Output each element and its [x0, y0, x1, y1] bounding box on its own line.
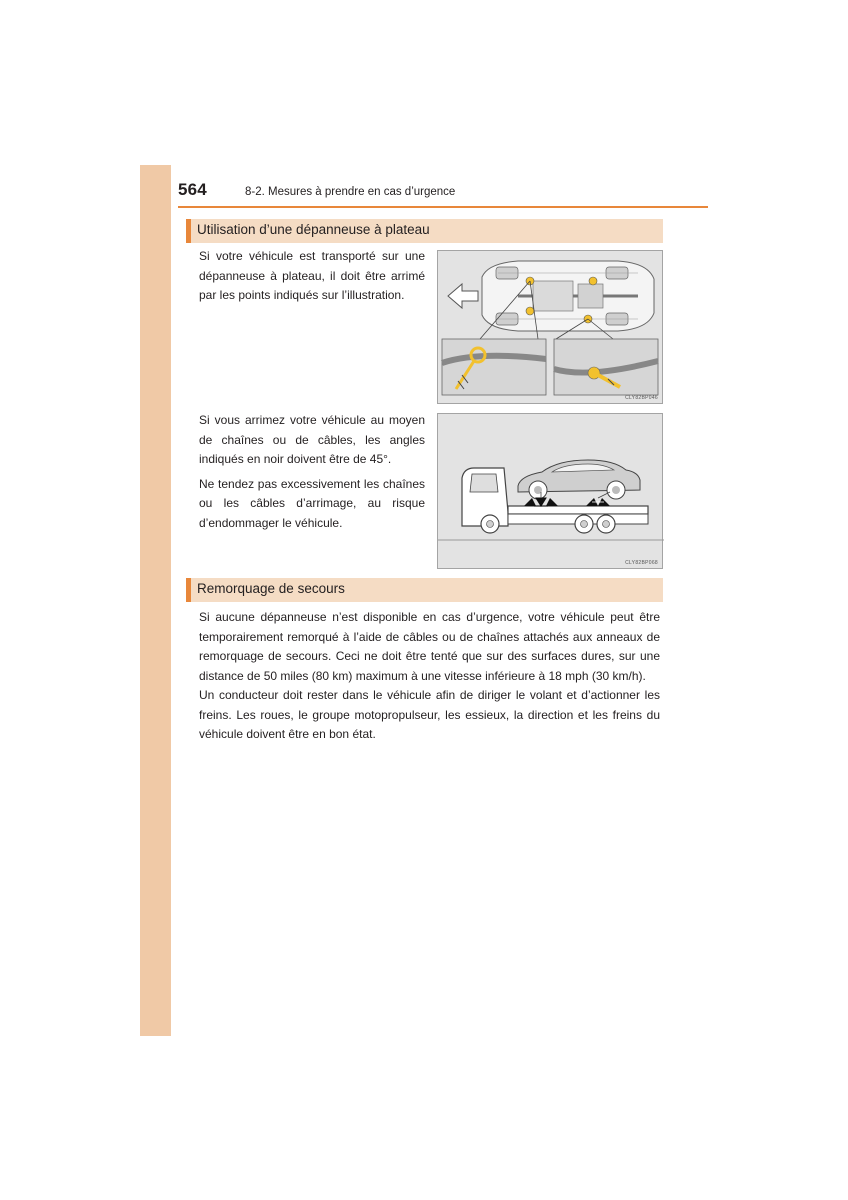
section-accent: [186, 219, 191, 243]
flatbed-chains-text: [199, 411, 425, 533]
direction-arrow-icon: [448, 284, 478, 308]
section-title: Remorquage de secours: [197, 581, 345, 596]
emergency-towing-text: [199, 608, 660, 745]
figure-code: CLY82BP068: [625, 560, 658, 566]
flatbed-truck-illustration: [438, 414, 664, 570]
section-title: Utilisation d’une dépanneuse à plateau: [197, 222, 430, 237]
car-underbody-illustration: [438, 251, 664, 405]
angle-marker-icon: [586, 498, 610, 506]
section-heading-flatbed: [186, 219, 663, 243]
chapter-side-band: [140, 165, 171, 1036]
section-accent: [186, 578, 191, 602]
figure-code: CLY82BP046: [625, 395, 658, 401]
angle-marker-icon: [524, 498, 558, 506]
paragraph: Si aucune dépanneuse n’est disponible en cas d’urgence, votre véhicule peut être temporairement remorqué à l’aide de câbles ou de chaînes attachés aux anneaux de remorquage de secours. Ceci ne doit être tenté que sur des surfaces dures, sur une distance de 50 miles (80 km) maximum à une vitesse inférieure à 18 mph (30 km/h).: [199, 610, 660, 683]
paragraph: Si vous arrimez votre véhicule au moyen de chaînes ou de câbles, les angles indiqués en noir doivent être de 45°.: [199, 413, 425, 466]
flatbed-intro-text: [199, 247, 425, 306]
tie-down-points-figure: [437, 250, 663, 404]
paragraph: Un conducteur doit rester dans le véhicule afin de diriger le volant et d’actionner les freins. Les roues, le groupe motopropulseur, les essieux, la direction et les freins du véhicule doivent être en bon état.: [199, 688, 660, 741]
paragraph: Ne tendez pas excessivement les chaînes ou les câbles d’arrimage, au risque d’endommager le véhicule.: [199, 476, 425, 530]
running-head: 8-2. Mesures à prendre en cas d’urgence: [245, 186, 456, 198]
page-number: 564: [178, 180, 207, 199]
flatbed-truck-figure: [437, 413, 663, 569]
header-rule: [178, 206, 708, 208]
section-heading-emergency-towing: [186, 578, 663, 602]
paragraph: Si votre véhicule est transporté sur une dépanneuse à plateau, il doit être arrimé par les points indiqués sur l’illustration.: [199, 249, 425, 302]
